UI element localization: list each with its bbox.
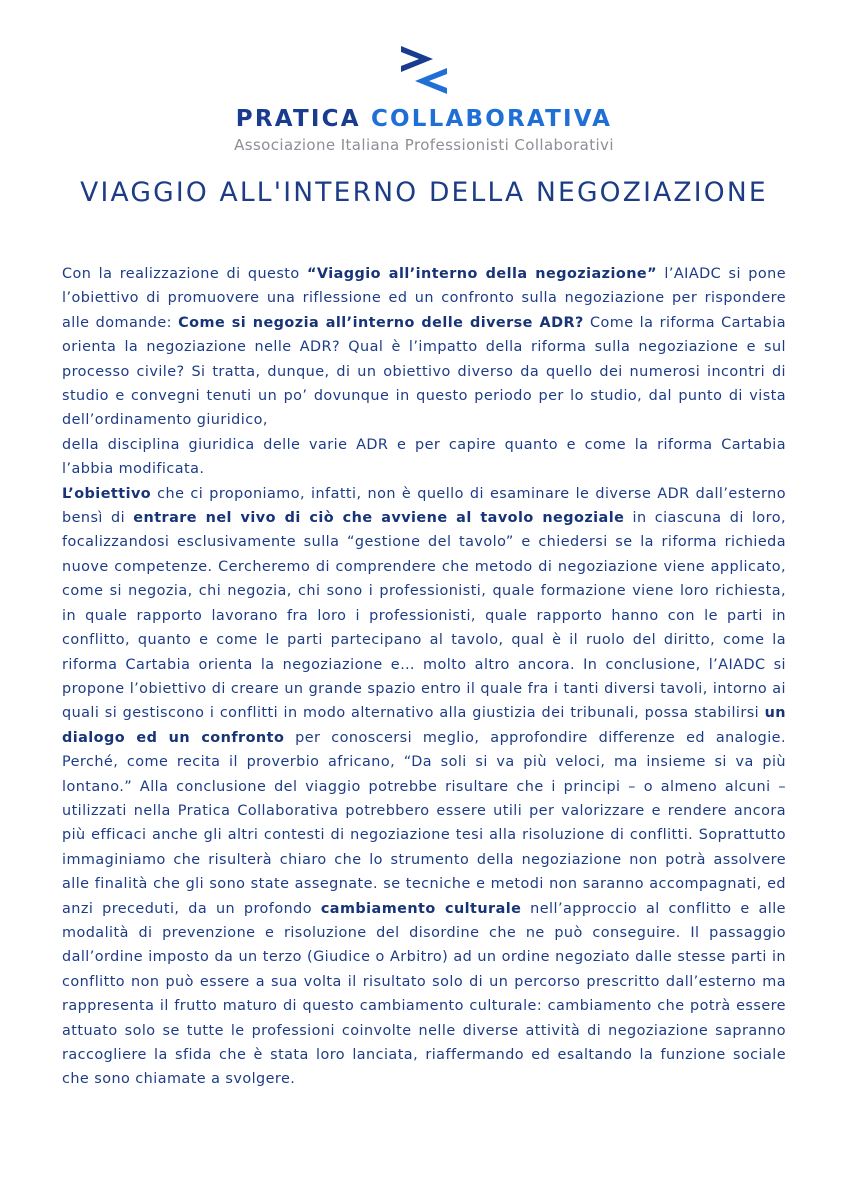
document-body [62, 262, 786, 1092]
bold-text: un dialogo ed un confronto [62, 705, 786, 746]
text-run: Come la riforma Cartabia orienta la negoziazione nelle ADR? Qual è l’impatto della riforma sulla negoziazione e sul processo civile? Si tratta, dunque, di un obiettivo diverso da quello dei numerosi incontri di studio e convegni tenuti un po’ dovunque in questo periodo per lo studio, dal punto di vista dell’ordinamento giuridico, [62, 314, 786, 429]
org-name-part2: COLLABORATIVA [370, 106, 613, 132]
bold-text: cambiamento culturale [320, 900, 522, 917]
bold-text: “Viaggio all’interno della negoziazione” [307, 266, 658, 282]
logo-header [0, 0, 848, 160]
paragraph-objective [62, 482, 786, 1092]
bold-text: entrare nel vivo di ciò che avviene al tavolo negoziale [133, 510, 625, 527]
text-run: nell’approccio al conflitto e alle modalità di prevenzione e risoluzione del disordine che ne può conseguire. Il passaggio dall’ordine imposto da un terzo (Giudice o Arbitro) ad un ordine negoziato dalle stesse parti in conflitto non può essere a sua volta il risultato solo di un percorso prescritto dall’esterno ma rappresenta il frutto maturo di questo cambiamento culturale: cambiamento che potrà essere attuato solo se tutte le professioni coinvolte nelle diverse attività di negoziazione sapranno raccogliere la sfida che è stata loro lanciata, riaffermando ed esaltando la funzione sociale che sono chiamate a svolgere. [62, 900, 786, 1088]
text-run: della disciplina giuridica delle varie ADR e per capire quanto e come la riforma Cartabia l’abbia modificata. [62, 436, 786, 478]
page-title: VIAGGIO ALL'INTERNO DELLA NEGOZIAZIONE [80, 177, 768, 208]
organization-subtitle: Associazione Italiana Professionisti Collaborativi [234, 136, 614, 154]
text-run: l’AIADC si pone l’obiettivo di promuovere una riflessione ed un confronto sulla negoziazione per rispondere alle domande: [62, 266, 786, 331]
text-run: in ciascuna di loro, focalizzandosi esclusivamente sulla “gestione del tavolo” e chiedersi se la riforma richieda nuove competenze. Cercheremo di comprendere che metodo di negoziazione viene applicato, come si negozia, chi negozia, chi sono i professionisti, quale formazione viene loro richiesta, in quale rapporto lavorano fra loro i professionisti, quale rapporto hanno con le parti in conflitto, quanto e come le parti partecipano al tavolo, qual è il ruolo del diritto, come la riforma Cartabia orienta la negoziazione e… molto altro ancora. In conclusione, l’AIADC si propone l’obiettivo di creare un grande spazio entro il quale fra i tanti diversi tavoli, intorno ai quali si gestiscono i conflitti in modo alternativo alla giustizia dei tribunali, possa stabilirsi [62, 510, 786, 722]
text-run: Con la realizzazione di questo [62, 266, 307, 282]
paragraph-intro [62, 262, 786, 433]
org-name-part1: PRATICA [235, 106, 361, 132]
organization-name [0, 106, 848, 132]
bold-text: L’obiettivo [62, 485, 152, 502]
double-chevron-logo-icon [395, 42, 453, 98]
paragraph-continuation [62, 433, 786, 482]
text-run: per conoscersi meglio, approfondire differenze ed analogie. Perché, come recita il proverbio africano, “Da soli si va più veloci, ma insieme si va più lontano.” Alla conclusione del viaggio potrebbe risultare che i principi – o almeno alcuni – utilizzati nella Pratica Collaborativa potrebbero essere utili per valorizzare e rendere ancora più efficaci anche gli altri contesti di negoziazione tesi alla risoluzione di conflitti. Soprattutto immaginiamo che risulterà chiaro che lo strumento della negoziazione non potrà assolvere alle finalità che gli sono state assegnate. se tecniche e metodi non saranno accompagnati, ed anzi preceduti, da un profondo [62, 729, 786, 917]
bold-text: Come si negozia all’interno delle diverse ADR? [178, 314, 584, 331]
text-run: che ci proponiamo, infatti, non è quello di esaminare le diverse ADR dall’esterno bensì di [62, 485, 786, 527]
